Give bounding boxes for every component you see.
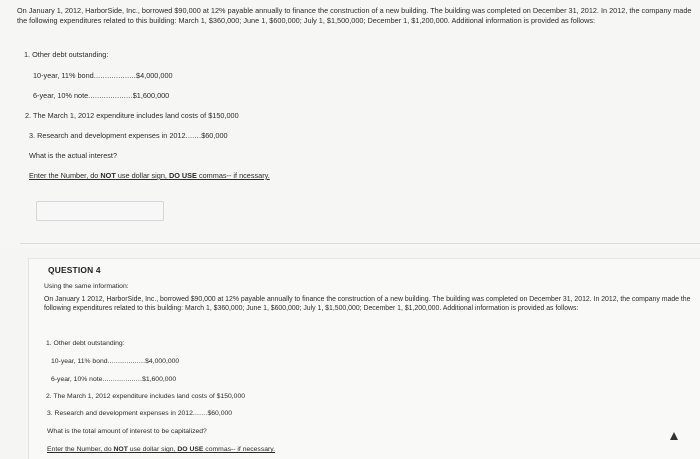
q3-item-other-debt: 1. Other debt outstanding: xyxy=(24,50,109,59)
q3-instruction-part3: commas-- if ncessary. xyxy=(196,171,270,180)
section-divider xyxy=(20,243,700,244)
q4-instruction-part2: use dollar sign, xyxy=(127,446,178,453)
q3-bond-value: $4,000,000 xyxy=(136,71,173,80)
q4-same-info: Using the same information: xyxy=(44,283,129,290)
q3-note-value: $1,600,000 xyxy=(132,91,170,100)
q3-bond-label: 10-year, 11% bond xyxy=(33,71,94,80)
q4-instruction xyxy=(47,446,275,453)
q3-rd-row xyxy=(29,131,228,140)
q4-rd-row xyxy=(47,410,232,417)
q4-rd-label: 3. Research and development expenses in 2012 xyxy=(47,410,193,417)
q4-note-dots: ................... xyxy=(102,376,143,383)
q4-note-row xyxy=(51,376,176,383)
q3-instruction-part1: Enter the Number, do xyxy=(29,171,101,180)
q3-question-text: What is the actual interest? xyxy=(29,151,118,160)
q3-rd-value: $60,000 xyxy=(201,131,228,140)
q3-instruction-do-use: DO USE xyxy=(168,171,197,180)
q4-bond-label: 10-year, 11% bond xyxy=(51,358,108,365)
mouse-cursor-icon xyxy=(670,432,678,440)
q3-rd-dots: ....... xyxy=(185,131,202,140)
q3-instruction-not: NOT xyxy=(100,171,116,180)
q3-note-dots: .................... xyxy=(88,91,133,100)
q4-note-label: 6-year, 10% note xyxy=(51,376,103,383)
q4-bond-row xyxy=(51,358,179,365)
question-4-title: QUESTION 4 xyxy=(48,265,101,275)
q4-instruction-do-use: DO USE xyxy=(177,446,204,453)
q4-bond-dots: .................. xyxy=(107,358,146,365)
q4-question-text: What is the total amount of interest to be capitalized? xyxy=(47,428,207,435)
q3-instruction-part2: use dollar sign, xyxy=(115,171,169,180)
question-4-intro: On January 1 2012, HarborSide, Inc., borrowed $90,000 at 12% payable annually to finance the construction of a new building. The building was completed on December 31, 2012. In 2012, the company made the following expenditures related to this building: March 1, $360,000; June 1, $600,000; July 1, $1,500,000; December 1, $1,200,000. Additional information is provided as follows: xyxy=(44,296,691,312)
q3-note-row xyxy=(33,91,169,100)
question-3-intro: On January 1, 2012, HarborSide, Inc., borrowed $90,000 at 12% payable annually to finance the construction of a new building. The building was completed on December 31, 2012. In 2012, the company made the following expenditures related to this building: March 1, $360,000; June 1, $600,000; July 1, $1,500,000; December 1, $1,200,000. Additional information is provided as follows: xyxy=(17,6,692,25)
q3-note-label: 6-year, 10% note xyxy=(33,91,89,100)
q4-instruction-part3: commas-- if necessary. xyxy=(203,446,276,453)
q3-rd-label: 3. Research and development expenses in 2012 xyxy=(29,131,186,140)
q4-rd-value: $60,000 xyxy=(207,410,233,417)
q4-item-land-costs: 2. The March 1, 2012 expenditure includes land costs of $150,000 xyxy=(46,393,246,400)
q4-note-value: $1,600,000 xyxy=(142,376,177,383)
q3-bond-dots: ................... xyxy=(93,71,137,80)
q4-rd-dots: ....... xyxy=(192,410,208,417)
q3-item-land-costs: 2. The March 1, 2012 expenditure includes land costs of $150,000 xyxy=(25,111,239,120)
q4-item-other-debt: 1. Other debt outstanding: xyxy=(46,340,125,347)
q4-bond-value: $4,000,000 xyxy=(145,358,180,365)
q4-instruction-not: NOT xyxy=(113,446,128,453)
q3-bond-row xyxy=(33,71,173,80)
q3-instruction xyxy=(29,171,270,180)
q3-answer-input[interactable] xyxy=(36,201,164,221)
q4-instruction-part1: Enter the Number, do xyxy=(47,446,114,453)
